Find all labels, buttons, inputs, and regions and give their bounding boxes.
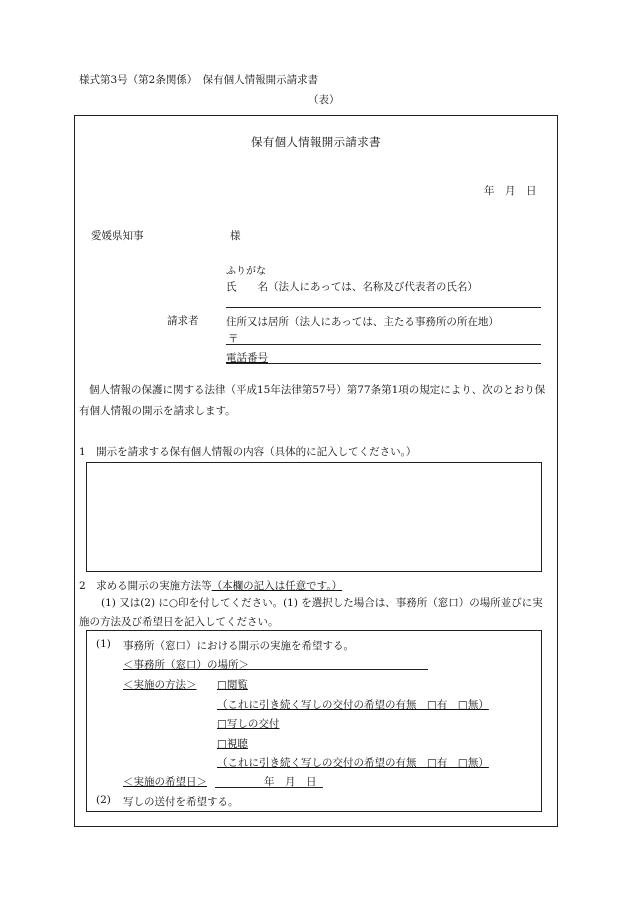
request-statement: 個人情報の保護に関する法律（平成15年法律第57号）第77条第1項の規定により、次のとおり保有個人情報の開示を請求します。 [79, 384, 546, 417]
requester-label: 請求者 [167, 315, 199, 327]
option1-text: 事務所（窓口）における開示の実施を希望する。 [123, 640, 354, 652]
section2-optional-note: （本欄の記入は任意です。） [211, 580, 343, 592]
section2-instruction: (1) 又は(2) に○印を付してください。(1) を選択した場合は、事務所（窓口）の場所並びに実施の方法及び希望日を記入してください。 [79, 597, 543, 628]
honorific-label: 様 [230, 230, 241, 242]
name-field[interactable] [226, 307, 541, 308]
form-title: 保有個人情報開示請求書 [251, 135, 381, 149]
phone-field[interactable] [226, 363, 541, 364]
section2-heading-text: 2 求める開示の実施方法等 [79, 580, 212, 592]
method-browse-checkbox[interactable]: □閲覧 [217, 679, 248, 691]
method-copy-checkbox[interactable]: □写しの交付 [217, 718, 280, 730]
addressee-label: 愛媛県知事 [91, 230, 144, 242]
address-field[interactable] [226, 344, 541, 345]
wish-date-label: ＜実施の希望日＞ [123, 776, 207, 788]
option2-text: 写しの送付を希望する。 [123, 796, 239, 808]
section2-heading [79, 578, 342, 593]
office-place-label: ＜事務所（窓口）の場所＞ [123, 659, 249, 671]
section1-heading: 1 開示を請求する保有個人情報の内容（具体的に記入してください。） [79, 446, 417, 458]
form-number-label: 様式第3号（第2条関係） 保有個人情報開示請求書 [79, 74, 319, 86]
option2-number[interactable]: (2) [96, 794, 111, 806]
phone-label: 電話番号 [226, 352, 268, 364]
method-view-checkbox[interactable]: □視聴 [217, 738, 248, 750]
address-label: 住所又は居所（法人にあっては、主たる事務所の所在地） [226, 316, 499, 328]
furigana-label: ふりがな [226, 266, 266, 277]
copy-wish-option-2[interactable]: （これに引き続く写しの交付の希望の有無 □有 □無） [217, 757, 489, 769]
copy-wish-option-1[interactable]: （これに引き続く写しの交付の希望の有無 □有 □無） [217, 699, 489, 711]
option1-number[interactable]: (1) [96, 638, 111, 650]
name-label: 氏 名（法人にあっては、名称及び代表者の氏名） [226, 281, 478, 293]
wish-date-value: 年 月 日 [264, 776, 317, 788]
office-place-field[interactable] [246, 669, 428, 670]
date-field[interactable]: 年 月 日 [484, 185, 537, 197]
front-side-label: （表） [308, 94, 340, 106]
method-label: ＜実施の方法＞ [123, 679, 197, 691]
postal-mark: 〒 [228, 333, 239, 345]
info-content-field[interactable] [86, 462, 542, 572]
